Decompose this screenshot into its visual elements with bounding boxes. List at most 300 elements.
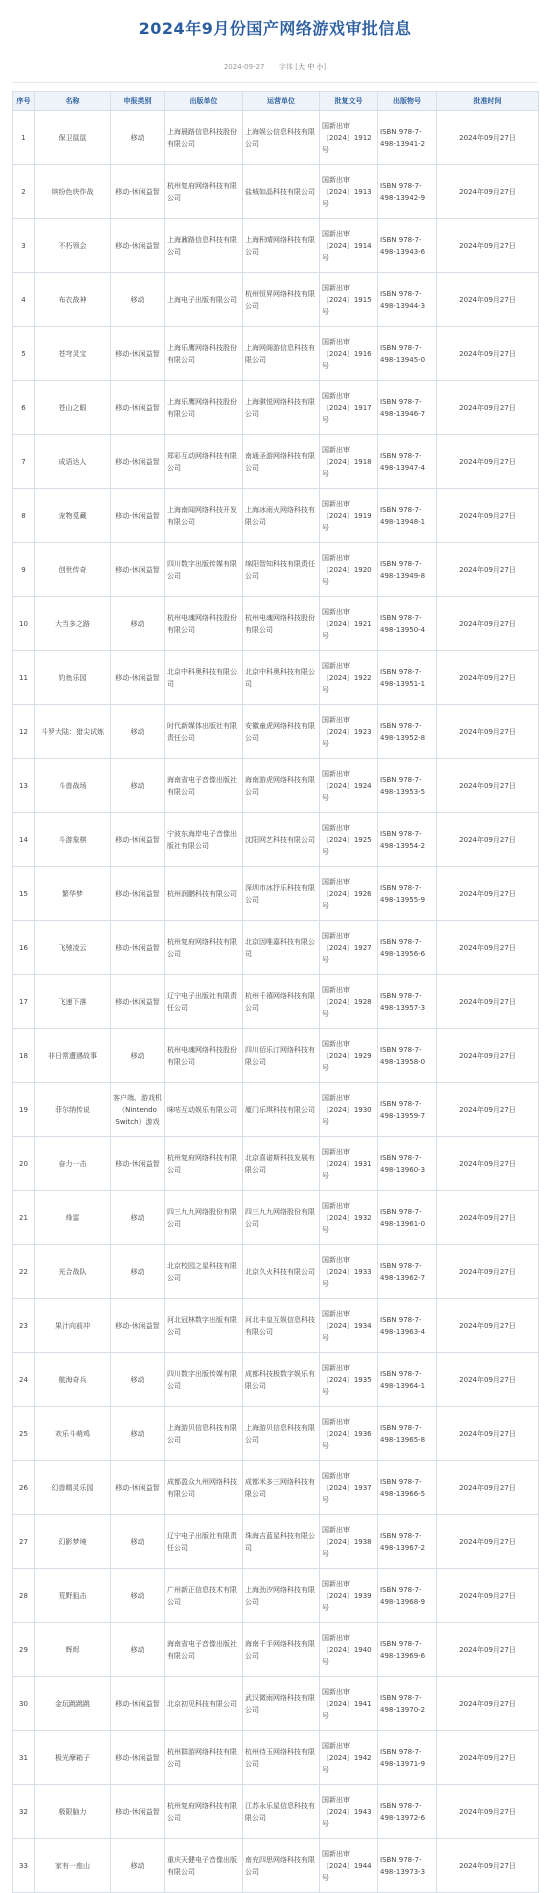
operator: 沈阳网艺科技有限公司	[243, 813, 320, 867]
operator: 上海网阁游信息科技有限公司	[243, 327, 320, 381]
operator: 上海积晴网络科技有限公司	[243, 219, 320, 273]
approval-number: 国新出审〔2024〕1944号	[320, 1839, 378, 1893]
isbn: ISBN 978-7-498-13962-7	[378, 1245, 437, 1299]
publisher: 时代新媒体出版社有限责任公司	[165, 705, 243, 759]
operator: 上海娱公信息科技有限公司	[243, 111, 320, 165]
approval-table-container	[12, 91, 538, 1893]
approval-date: 2024年09月27日	[437, 651, 539, 705]
publisher: 咪咕互动娱乐有限公司	[165, 1083, 243, 1137]
game-name: 烽雷	[35, 1191, 111, 1245]
publisher: 郑彩互动网络科技有限公司	[165, 435, 243, 489]
operator: 上海冰雨火网络科技有限公司	[243, 489, 320, 543]
approval-date: 2024年09月27日	[437, 489, 539, 543]
publisher: 杭州复府网络科技有限公司	[165, 165, 243, 219]
category: 移动-休闲益智	[111, 219, 165, 273]
table-row	[13, 759, 539, 813]
approval-date: 2024年09月27日	[437, 543, 539, 597]
publisher: 重庆天健电子音像出版有限公司	[165, 1839, 243, 1893]
category: 移动	[111, 1839, 165, 1893]
header-approval-number: 批复文号	[320, 92, 378, 111]
isbn: ISBN 978-7-498-13953-5	[378, 759, 437, 813]
row-index: 15	[13, 867, 35, 921]
table-row	[13, 1569, 539, 1623]
table-row	[13, 381, 539, 435]
operator: 北京因唯嘉科技有限公司	[243, 921, 320, 975]
row-index: 13	[13, 759, 35, 813]
row-index: 14	[13, 813, 35, 867]
category: 移动-休闲益智	[111, 867, 165, 921]
game-name: 飞速下落	[35, 975, 111, 1029]
approval-date: 2024年09月27日	[437, 273, 539, 327]
isbn: ISBN 978-7-498-13942-9	[378, 165, 437, 219]
approval-date: 2024年09月27日	[437, 1245, 539, 1299]
row-index: 21	[13, 1191, 35, 1245]
approval-date: 2024年09月27日	[437, 1029, 539, 1083]
isbn: ISBN 978-7-498-13957-3	[378, 975, 437, 1029]
game-name: 荒野狙击	[35, 1569, 111, 1623]
game-name: 钓鱼乐园	[35, 651, 111, 705]
category: 移动	[111, 111, 165, 165]
game-name: 辉烬	[35, 1623, 111, 1677]
publisher: 上海乐鹰网络科技股份有限公司	[165, 381, 243, 435]
approval-date: 2024年09月27日	[437, 1569, 539, 1623]
row-index: 5	[13, 327, 35, 381]
publisher: 上海晨路信息科技股份有限公司	[165, 111, 243, 165]
row-index: 20	[13, 1137, 35, 1191]
row-index: 30	[13, 1677, 35, 1731]
category: 移动	[111, 705, 165, 759]
row-index: 9	[13, 543, 35, 597]
game-name: 缤纷色块作战	[35, 165, 111, 219]
table-row	[13, 1191, 539, 1245]
table-row	[13, 921, 539, 975]
row-index: 28	[13, 1569, 35, 1623]
row-index: 8	[13, 489, 35, 543]
publisher: 四川数字出版传媒有限公司	[165, 543, 243, 597]
table-row	[13, 1731, 539, 1785]
table-row	[13, 867, 539, 921]
category: 移动	[111, 1029, 165, 1083]
game-name: 斗罗大陆：猎尖试炼	[35, 705, 111, 759]
operator: 杭州千禧网络科技有限公司	[243, 975, 320, 1029]
operator: 河北丰皇互娱信息科技有限公司	[243, 1299, 320, 1353]
approval-number: 国新出审〔2024〕1928号	[320, 975, 378, 1029]
category: 移动	[111, 1353, 165, 1407]
category: 移动-休闲益智	[111, 435, 165, 489]
approval-number: 国新出审〔2024〕1923号	[320, 705, 378, 759]
category: 移动-休闲益智	[111, 1785, 165, 1839]
header-approval-date: 批准时间	[437, 92, 539, 111]
header-operator: 运营单位	[243, 92, 320, 111]
approval-date: 2024年09月27日	[437, 327, 539, 381]
isbn: ISBN 978-7-498-13965-8	[378, 1407, 437, 1461]
row-index: 33	[13, 1839, 35, 1893]
approval-number: 国新出审〔2024〕1921号	[320, 597, 378, 651]
table-row	[13, 489, 539, 543]
category: 移动-休闲益智	[111, 1299, 165, 1353]
category: 客户端、游戏机（Nintendo Switch）游戏	[111, 1083, 165, 1137]
approval-number: 国新出审〔2024〕1925号	[320, 813, 378, 867]
row-index: 18	[13, 1029, 35, 1083]
title-divider	[12, 82, 538, 83]
operator: 四川佰乐汀网络科技有限公司	[243, 1029, 320, 1083]
approval-number: 国新出审〔2024〕1930号	[320, 1083, 378, 1137]
operator: 安徽童虎网络科技有限公司	[243, 705, 320, 759]
approval-number: 国新出审〔2024〕1913号	[320, 165, 378, 219]
publisher: 北京中科奥科技有限公司	[165, 651, 243, 705]
isbn: ISBN 978-7-498-13941-2	[378, 111, 437, 165]
approval-date: 2024年09月27日	[437, 165, 539, 219]
game-name: 菲尔纳传说	[35, 1083, 111, 1137]
isbn: ISBN 978-7-498-13944-3	[378, 273, 437, 327]
category: 移动	[111, 759, 165, 813]
table-row	[13, 1083, 539, 1137]
isbn: ISBN 978-7-498-13971-9	[378, 1731, 437, 1785]
approval-date: 2024年09月27日	[437, 435, 539, 489]
publisher: 辽宁电子出版社有限责任公司	[165, 975, 243, 1029]
row-index: 25	[13, 1407, 35, 1461]
isbn: ISBN 978-7-498-13973-3	[378, 1839, 437, 1893]
category: 移动-休闲益智	[111, 975, 165, 1029]
row-index: 16	[13, 921, 35, 975]
isbn: ISBN 978-7-498-13966-5	[378, 1461, 437, 1515]
operator: 上海骐悦网络科技有限公司	[243, 381, 320, 435]
approval-number: 国新出审〔2024〕1936号	[320, 1407, 378, 1461]
approval-number: 国新出审〔2024〕1932号	[320, 1191, 378, 1245]
game-name: 保卫鼠鼠	[35, 111, 111, 165]
approval-date: 2024年09月27日	[437, 813, 539, 867]
table-row	[13, 813, 539, 867]
approval-date: 2024年09月27日	[437, 759, 539, 813]
approval-number: 国新出审〔2024〕1939号	[320, 1569, 378, 1623]
table-row	[13, 273, 539, 327]
header-category: 申报类别	[111, 92, 165, 111]
isbn: ISBN 978-7-498-13954-2	[378, 813, 437, 867]
table-row	[13, 1407, 539, 1461]
game-name: 幻影梦境	[35, 1515, 111, 1569]
category: 移动-休闲益智	[111, 543, 165, 597]
category: 移动	[111, 1515, 165, 1569]
category: 移动	[111, 1407, 165, 1461]
approval-date: 2024年09月27日	[437, 867, 539, 921]
game-name: 斗兽战场	[35, 759, 111, 813]
approval-number: 国新出审〔2024〕1914号	[320, 219, 378, 273]
publisher: 杭州润鹏科技有限公司	[165, 867, 243, 921]
game-name: 创世传奇	[35, 543, 111, 597]
isbn: ISBN 978-7-498-13970-2	[378, 1677, 437, 1731]
operator: 上海劲汐网络科技有限公司	[243, 1569, 320, 1623]
approval-number: 国新出审〔2024〕1933号	[320, 1245, 378, 1299]
row-index: 24	[13, 1353, 35, 1407]
isbn: ISBN 978-7-498-13949-8	[378, 543, 437, 597]
operator: 四三九九网络股份有限公司	[243, 1191, 320, 1245]
table-row	[13, 1785, 539, 1839]
approval-number: 国新出审〔2024〕1916号	[320, 327, 378, 381]
publisher: 上海电子出版有限公司	[165, 273, 243, 327]
isbn: ISBN 978-7-498-13972-6	[378, 1785, 437, 1839]
approval-date: 2024年09月27日	[437, 1839, 539, 1893]
approval-number: 国新出审〔2024〕1927号	[320, 921, 378, 975]
publisher: 河北冠林数字出版有限公司	[165, 1299, 243, 1353]
publisher: 杭州复府网络科技有限公司	[165, 921, 243, 975]
approval-number: 国新出审〔2024〕1943号	[320, 1785, 378, 1839]
approval-number: 国新出审〔2024〕1929号	[320, 1029, 378, 1083]
isbn: ISBN 978-7-498-13947-4	[378, 435, 437, 489]
approval-number: 国新出审〔2024〕1920号	[320, 543, 378, 597]
table-header-row	[13, 92, 539, 111]
publisher: 海南省电子音像出版社有限公司	[165, 759, 243, 813]
table-row	[13, 219, 539, 273]
approval-number: 国新出审〔2024〕1918号	[320, 435, 378, 489]
row-index: 4	[13, 273, 35, 327]
approval-date: 2024年09月27日	[437, 975, 539, 1029]
category: 移动-休闲益智	[111, 651, 165, 705]
approval-number: 国新出审〔2024〕1926号	[320, 867, 378, 921]
category: 移动-休闲益智	[111, 1137, 165, 1191]
isbn: ISBN 978-7-498-13961-0	[378, 1191, 437, 1245]
isbn: ISBN 978-7-498-13952-8	[378, 705, 437, 759]
isbn: ISBN 978-7-498-13948-1	[378, 489, 437, 543]
header-publisher: 出版单位	[165, 92, 243, 111]
table-row	[13, 1299, 539, 1353]
publisher: 杭州群游网络科技有限公司	[165, 1731, 243, 1785]
table-row	[13, 1677, 539, 1731]
approval-number: 国新出审〔2024〕1924号	[320, 759, 378, 813]
article-meta: 2024-09-27 字体 [大 中 小]	[223, 63, 327, 71]
row-index: 19	[13, 1083, 35, 1137]
table-row	[13, 1461, 539, 1515]
table-row	[13, 651, 539, 705]
row-index: 17	[13, 975, 35, 1029]
row-index: 22	[13, 1245, 35, 1299]
category: 移动	[111, 597, 165, 651]
row-index: 2	[13, 165, 35, 219]
row-index: 1	[13, 111, 35, 165]
isbn: ISBN 978-7-498-13956-6	[378, 921, 437, 975]
game-name: 奋力一击	[35, 1137, 111, 1191]
isbn: ISBN 978-7-498-13950-4	[378, 597, 437, 651]
table-row	[13, 597, 539, 651]
approval-date: 2024年09月27日	[437, 1407, 539, 1461]
operator: 南充四思网络科技有限公司	[243, 1839, 320, 1893]
isbn: ISBN 978-7-498-13951-1	[378, 651, 437, 705]
approval-table	[12, 91, 539, 1893]
operator: 成都米多三网络科技有限公司	[243, 1461, 320, 1515]
approval-number: 国新出审〔2024〕1938号	[320, 1515, 378, 1569]
isbn: ISBN 978-7-498-13967-2	[378, 1515, 437, 1569]
game-name: 家有一座山	[35, 1839, 111, 1893]
approval-date: 2024年09月27日	[437, 597, 539, 651]
publisher: 四川数字出版传媒有限公司	[165, 1353, 243, 1407]
operator: 杭州电魂网络科技股份有限公司	[243, 597, 320, 651]
game-name: 极光摩箱子	[35, 1731, 111, 1785]
row-index: 3	[13, 219, 35, 273]
approval-number: 国新出审〔2024〕1941号	[320, 1677, 378, 1731]
publisher: 四三九九网络股份有限公司	[165, 1191, 243, 1245]
operator: 厦门乐琪科技有限公司	[243, 1083, 320, 1137]
operator: 深圳市冰抒乐科技有限公司	[243, 867, 320, 921]
table-row	[13, 1515, 539, 1569]
publisher: 杭州电魂网络科技股份有限公司	[165, 597, 243, 651]
operator: 杭州恒昇网络科技有限公司	[243, 273, 320, 327]
approval-number: 国新出审〔2024〕1915号	[320, 273, 378, 327]
operator: 杭州待玉网络科技有限公司	[243, 1731, 320, 1785]
isbn: ISBN 978-7-498-13960-3	[378, 1137, 437, 1191]
approval-date: 2024年09月27日	[437, 111, 539, 165]
isbn: ISBN 978-7-498-13964-1	[378, 1353, 437, 1407]
category: 移动-休闲益智	[111, 165, 165, 219]
operator: 南通圣游网络科技有限公司	[243, 435, 320, 489]
row-index: 7	[13, 435, 35, 489]
game-name: 成语达人	[35, 435, 111, 489]
game-name: 果汁向前冲	[35, 1299, 111, 1353]
approval-date: 2024年09月27日	[437, 1677, 539, 1731]
operator: 上海游贝信息科技有限公司	[243, 1407, 320, 1461]
table-row	[13, 165, 539, 219]
category: 移动	[111, 1245, 165, 1299]
game-name: 苍穹灵宝	[35, 327, 111, 381]
operator: 北京喜诺斯科技发展有限公司	[243, 1137, 320, 1191]
operator: 江苏永乐星信息科技有限公司	[243, 1785, 320, 1839]
publisher: 北京初见科技有限公司	[165, 1677, 243, 1731]
category: 移动-休闲益智	[111, 489, 165, 543]
game-name: 欢乐斗萌鸡	[35, 1407, 111, 1461]
font-size-label: 字体	[278, 63, 293, 71]
font-size-medium-button[interactable]: 中	[307, 63, 315, 71]
table-row	[13, 111, 539, 165]
operator: 盐城如晶科技有限公司	[243, 165, 320, 219]
table-body	[13, 111, 539, 1893]
isbn: ISBN 978-7-498-13955-9	[378, 867, 437, 921]
approval-number: 国新出审〔2024〕1940号	[320, 1623, 378, 1677]
font-size-small-button[interactable]: 小	[316, 63, 324, 71]
game-name: 航海奇兵	[35, 1353, 111, 1407]
approval-date: 2024年09月27日	[437, 1623, 539, 1677]
row-index: 6	[13, 381, 35, 435]
operator: 绵阳智知科技有限责任公司	[243, 543, 320, 597]
approval-date: 2024年09月27日	[437, 381, 539, 435]
publisher: 成都盈众九州网络科技有限公司	[165, 1461, 243, 1515]
table-row	[13, 1029, 539, 1083]
approval-number: 国新出审〔2024〕1917号	[320, 381, 378, 435]
approval-number: 国新出审〔2024〕1922号	[320, 651, 378, 705]
game-name: 光合战队	[35, 1245, 111, 1299]
table-row	[13, 435, 539, 489]
table-row	[13, 705, 539, 759]
publisher: 杭州复府网络科技有限公司	[165, 1137, 243, 1191]
game-name: 繁华梦	[35, 867, 111, 921]
publisher: 宁波东海岸电子音像出版社有限公司	[165, 813, 243, 867]
publisher: 上海鼐路信息科技有限公司	[165, 219, 243, 273]
approval-date: 2024年09月27日	[437, 1137, 539, 1191]
table-row	[13, 1839, 539, 1893]
approval-date: 2024年09月27日	[437, 1083, 539, 1137]
operator: 珠海吉蓝星科技有限公司	[243, 1515, 320, 1569]
isbn: ISBN 978-7-498-13943-6	[378, 219, 437, 273]
table-row	[13, 327, 539, 381]
approval-date: 2024年09月27日	[437, 1191, 539, 1245]
approval-date: 2024年09月27日	[437, 1785, 539, 1839]
publisher: 上海乐鹰网络科技股份有限公司	[165, 327, 243, 381]
approval-date: 2024年09月27日	[437, 219, 539, 273]
isbn: ISBN 978-7-498-13945-0	[378, 327, 437, 381]
category: 移动	[111, 1191, 165, 1245]
table-row	[13, 1245, 539, 1299]
approval-date: 2024年09月27日	[437, 1515, 539, 1569]
approval-date: 2024年09月27日	[437, 1353, 539, 1407]
isbn: ISBN 978-7-498-13958-0	[378, 1029, 437, 1083]
publisher: 北京校园之星科技有限公司	[165, 1245, 243, 1299]
category: 移动	[111, 1623, 165, 1677]
category: 移动-休闲益智	[111, 1461, 165, 1515]
game-name: 极限脑力	[35, 1785, 111, 1839]
operator: 北京久火科技有限公司	[243, 1245, 320, 1299]
category: 移动-休闲益智	[111, 327, 165, 381]
row-index: 12	[13, 705, 35, 759]
approval-date: 2024年09月27日	[437, 1731, 539, 1785]
approval-number: 国新出审〔2024〕1919号	[320, 489, 378, 543]
category: 移动-休闲益智	[111, 813, 165, 867]
approval-date: 2024年09月27日	[437, 705, 539, 759]
header-isbn: 出版物号	[378, 92, 437, 111]
row-index: 23	[13, 1299, 35, 1353]
publish-date: 2024-09-27	[223, 63, 265, 71]
publisher: 上海南闻网络科技开发有限公司	[165, 489, 243, 543]
header-name: 名称	[35, 92, 111, 111]
publisher: 广州新正信息技术有限公司	[165, 1569, 243, 1623]
publisher: 上海游贝信息科技有限公司	[165, 1407, 243, 1461]
publisher: 海南省电子音像出版社有限公司	[165, 1623, 243, 1677]
operator: 北京中科奥科技有限公司	[243, 651, 320, 705]
isbn: ISBN 978-7-498-13969-6	[378, 1623, 437, 1677]
category: 移动-休闲益智	[111, 1677, 165, 1731]
isbn: ISBN 978-7-498-13963-4	[378, 1299, 437, 1353]
approval-date: 2024年09月27日	[437, 1461, 539, 1515]
header-index: 序号	[13, 92, 35, 111]
approval-date: 2024年09月27日	[437, 1299, 539, 1353]
approval-number: 国新出审〔2024〕1931号	[320, 1137, 378, 1191]
operator: 海南千手网络科技有限公司	[243, 1623, 320, 1677]
approval-number: 国新出审〔2024〕1912号	[320, 111, 378, 165]
row-index: 11	[13, 651, 35, 705]
isbn: ISBN 978-7-498-13959-7	[378, 1083, 437, 1137]
category: 移动-休闲益智	[111, 1731, 165, 1785]
game-name: 布衣战神	[35, 273, 111, 327]
publisher: 杭州复府网络科技有限公司	[165, 1785, 243, 1839]
table-row	[13, 543, 539, 597]
approval-date: 2024年09月27日	[437, 921, 539, 975]
approval-number: 国新出审〔2024〕1937号	[320, 1461, 378, 1515]
approval-number: 国新出审〔2024〕1942号	[320, 1731, 378, 1785]
isbn: ISBN 978-7-498-13968-9	[378, 1569, 437, 1623]
table-row	[13, 1353, 539, 1407]
row-index: 27	[13, 1515, 35, 1569]
operator: 成都科技极数字娱乐有限公司	[243, 1353, 320, 1407]
font-size-large-button[interactable]: 大	[297, 63, 305, 71]
row-index: 29	[13, 1623, 35, 1677]
game-name: 金玩跳跳跳	[35, 1677, 111, 1731]
row-index: 31	[13, 1731, 35, 1785]
row-index: 26	[13, 1461, 35, 1515]
approval-number: 国新出审〔2024〕1935号	[320, 1353, 378, 1407]
game-name: 飞驰凌云	[35, 921, 111, 975]
operator: 海南游虎网络科技有限公司	[243, 759, 320, 813]
row-index: 10	[13, 597, 35, 651]
page-title: 2024年9月份国产网络游戏审批信息	[138, 19, 412, 38]
game-name: 幻兽精灵乐园	[35, 1461, 111, 1515]
publisher: 杭州电魂网络科技股份有限公司	[165, 1029, 243, 1083]
game-name: 斗游象棋	[35, 813, 111, 867]
